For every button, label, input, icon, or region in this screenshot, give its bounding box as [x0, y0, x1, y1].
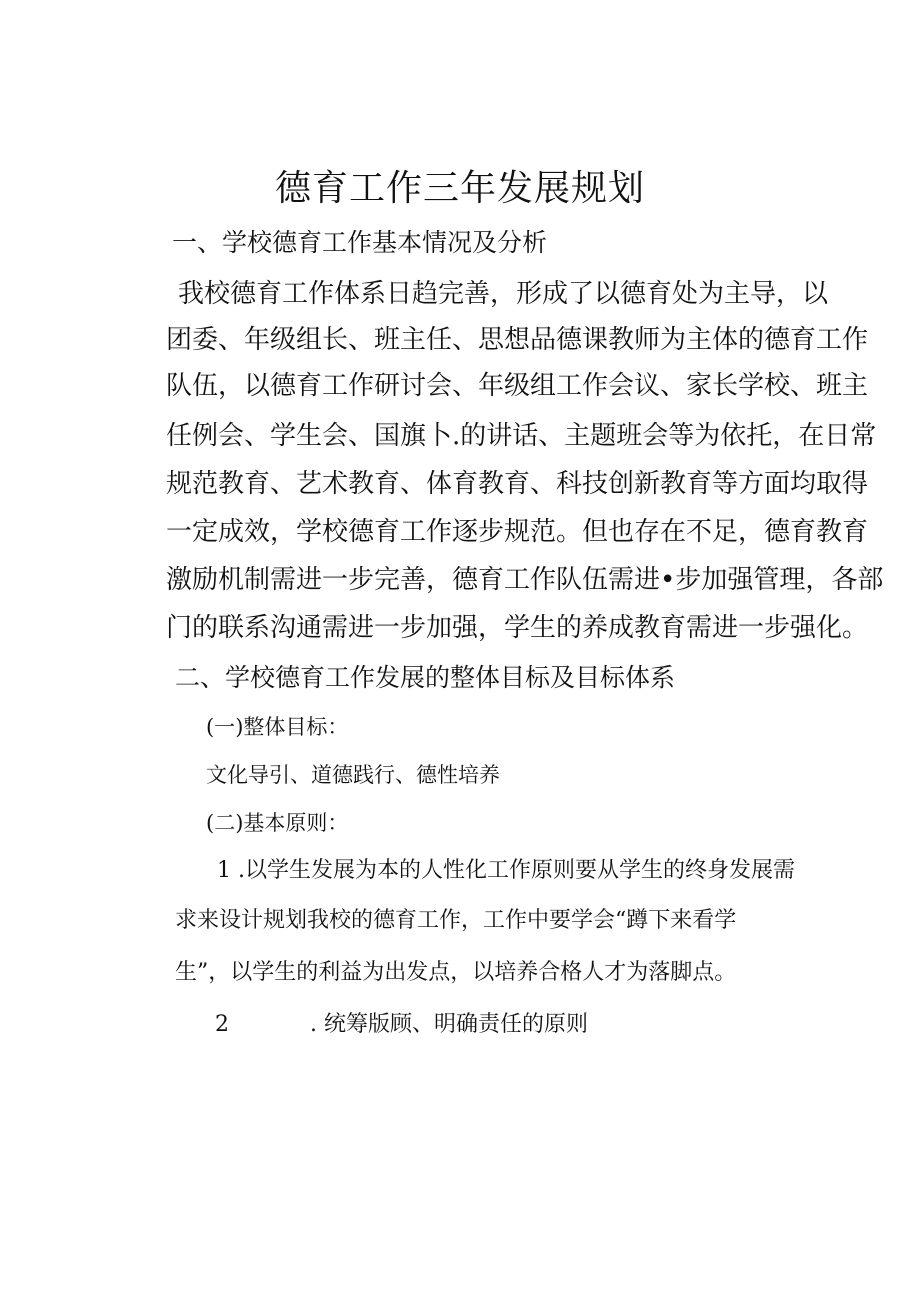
principle-line: 生”，以学生的利益为出发点，以培养合格人才为落脚点。 [175, 960, 737, 985]
principle-line: 求来设计规划我校的德育工作，工作中要学会“蹲下来看学 [175, 908, 737, 933]
goal-heading: (一)整体目标： [206, 715, 349, 739]
principle-text: . 统筹版顾、明确责任的原则 [310, 1012, 588, 1037]
document-title: 德育工作三年发展规划 [274, 168, 645, 209]
principle-heading: (二)基本原则： [206, 811, 349, 835]
paragraph-line: 我校德育工作体系日趋完善，形成了以德育处为主导，以 [178, 279, 829, 309]
paragraph-line: 门的联系沟通需进一步加强，学生的养成教育需进一步强化。 [166, 613, 869, 643]
goal-text: 文化导引、道德践行、德性培养 [206, 763, 500, 787]
paragraph-line: 一定成效，学校德育工作逐步规范。但也存在不足，德育教育 [166, 517, 869, 547]
principle-line: 1 .以学生发展为本的人性化工作原则要从学生的终身发展需 [217, 858, 795, 883]
section-heading-1: 一、学校德育工作基本情况及分析 [172, 228, 548, 257]
section-heading-2: 二、学校德育工作发展的整体目标及目标体系 [175, 663, 676, 692]
paragraph-line: 任例会、学生会、国旗卜.的讲话、主题班会等为依托，在日常 [166, 421, 877, 451]
paragraph-line: 规范教育、艺术教育、体育教育、科技创新教育等方面均取得 [166, 469, 869, 499]
paragraph-line: 队伍，以德育工作研讨会、年级组工作会议、家长学校、班主 [166, 371, 869, 401]
paragraph-line: 激励机制需进一步完善，德育工作队伍需进•步加强管理，各部 [166, 565, 884, 595]
paragraph-line: 团委、年级组长、班主任、思想品德课教师为主体的德育工作 [166, 325, 869, 355]
principle-number: 2 [215, 1012, 229, 1037]
